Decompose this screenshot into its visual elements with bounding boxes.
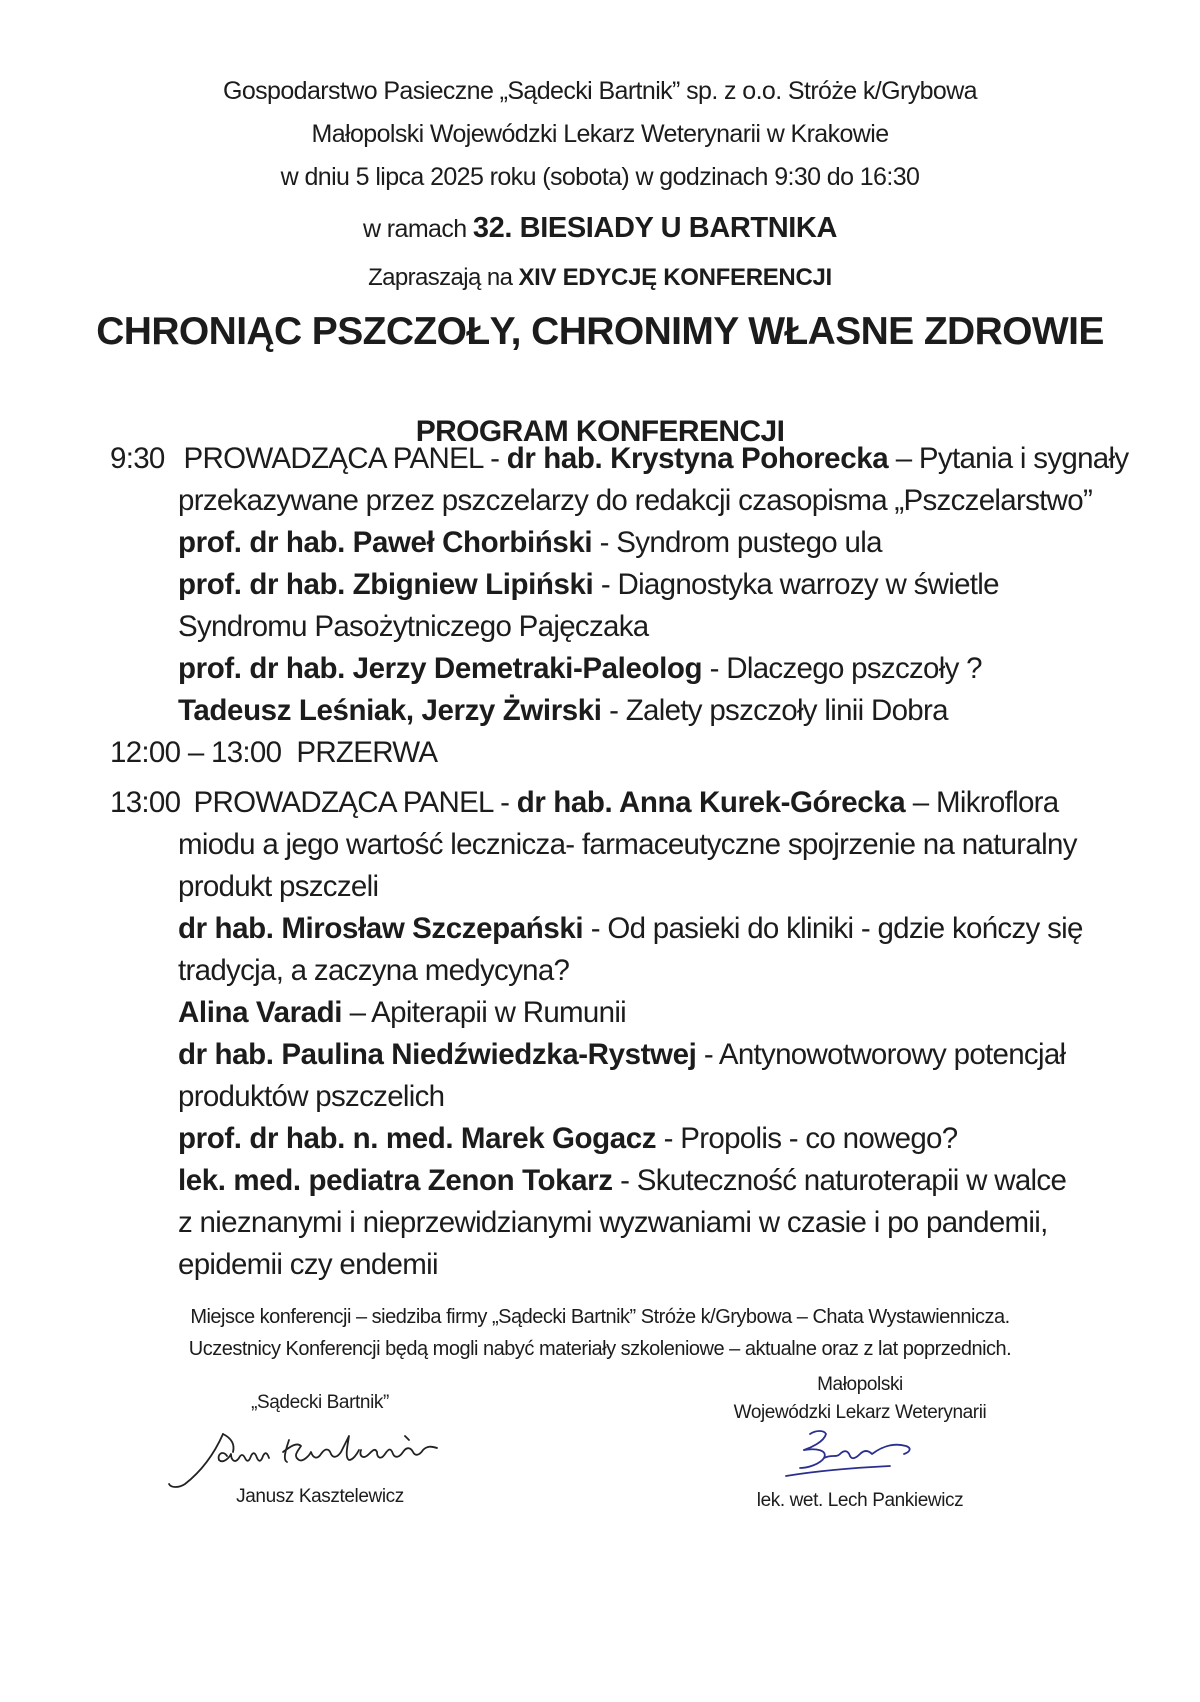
session2-chair-label: PROWADZĄCA PANEL - xyxy=(193,786,510,819)
session2-chair-row xyxy=(110,786,1058,820)
talk-speaker: dr hab. Paulina Niedźwiedzka-Rystwej xyxy=(178,1038,697,1071)
event-prefix: w ramach xyxy=(362,215,467,243)
break-row xyxy=(110,736,437,770)
talk-speaker: prof. dr hab. Paweł Chorbiński xyxy=(178,526,593,559)
left-signature-icon xyxy=(165,1418,455,1493)
invite-prefix: Zapraszają na xyxy=(368,264,513,291)
talk-topic: - Syndrom pustego ula xyxy=(599,526,882,559)
session1-time: 9:30 xyxy=(110,442,165,475)
talk-topic-cont: tradycja, a zaczyna medycyna? xyxy=(178,954,570,987)
talk-topic: - Diagnostyka warrozy w świetle xyxy=(600,568,999,601)
break-label: PRZERWA xyxy=(296,736,438,769)
talk-row xyxy=(178,1164,1066,1198)
session2-chair-topic-cont: produkt pszczeli xyxy=(178,870,379,903)
talk-row xyxy=(178,526,882,560)
talk-row xyxy=(178,568,999,602)
event-line xyxy=(0,212,1200,245)
talk-topic-cont: Syndromu Pasożytniczego Pajęczaka xyxy=(178,610,649,643)
talk-speaker: prof. dr hab. n. med. Marek Gogacz xyxy=(178,1122,657,1155)
talk-row xyxy=(178,996,626,1030)
break-time: 12:00 – 13:00 xyxy=(110,736,282,769)
session2-chair-name: dr hab. Anna Kurek-Górecka xyxy=(516,786,906,819)
talk-topic: - Zalety pszczoły linii Dobra xyxy=(609,694,948,727)
event-name: 32. BIESIADY U BARTNIKA xyxy=(472,212,838,244)
header-line-vet: Małopolski Wojewódzki Lekarz Weterynarii w Krakowie xyxy=(311,120,889,148)
talk-speaker: Alina Varadi xyxy=(178,996,343,1029)
talk-speaker: dr hab. Mirosław Szczepański xyxy=(178,912,584,945)
right-signatory-org-line1: Małopolski xyxy=(817,1374,903,1395)
talk-topic: - Antynowotworowy potencjał xyxy=(703,1038,1066,1071)
header-block xyxy=(0,70,1200,199)
footer-materials: Uczestnicy Konferencji będą mogli nabyć materiały szkoleniowe – aktualne oraz z lat poprzednich. xyxy=(188,1338,1012,1360)
right-signature-icon xyxy=(780,1428,920,1488)
right-signatory-org-line2: Wojewódzki Lekarz Weterynarii xyxy=(733,1402,987,1423)
session1-chair-row xyxy=(110,442,1128,476)
talk-speaker: Tadeusz Leśniak, Jerzy Żwirski xyxy=(178,694,602,727)
talk-topic: - Skuteczność naturoterapii w walce xyxy=(620,1164,1067,1197)
talk-topic-cont: z nieznanymi i nieprzewidzianymi wyzwaniami w czasie i po pandemii, xyxy=(178,1206,1048,1239)
talk-row xyxy=(178,694,948,728)
talk-speaker: lek. med. pediatra Zenon Tokarz xyxy=(178,1164,613,1197)
talk-row xyxy=(178,912,1083,946)
talk-topic: - Propolis - co nowego? xyxy=(663,1122,958,1155)
talk-topic-cont: produktów pszczelich xyxy=(178,1080,445,1113)
talk-topic: - Dlaczego pszczoły ? xyxy=(709,652,982,685)
footer-venue: Miejsce konferencji – siedziba firmy „Sądecki Bartnik” Stróże k/Grybowa – Chata Wystawiennicza. xyxy=(190,1306,1010,1328)
session1-chair-label: PROWADZĄCA PANEL - xyxy=(183,442,500,475)
talk-topic: – Apiterapii w Rumunii xyxy=(349,996,627,1029)
session2-chair-topic-cont: miodu a jego wartość lecznicza- farmaceutyczne spojrzenie na naturalny xyxy=(178,828,1077,861)
header-line-date: w dniu 5 lipca 2025 roku (sobota) w godzinach 9:30 do 16:30 xyxy=(280,163,920,191)
right-signatory-name: lek. wet. Lech Pankiewicz xyxy=(756,1490,964,1511)
session2-chair-topic: – Mikroflora xyxy=(912,786,1059,819)
talk-speaker: prof. dr hab. Zbigniew Lipiński xyxy=(178,568,594,601)
header-line-organizer: Gospodarstwo Pasieczne „Sądecki Bartnik” sp. z o.o. Stróże k/Grybowa xyxy=(223,77,977,105)
left-signatory-org: „Sądecki Bartnik” xyxy=(251,1392,389,1413)
conference-title: CHRONIĄC PSZCZOŁY, CHRONIMY WŁASNE ZDROWIE xyxy=(96,310,1104,353)
talk-topic-cont: epidemii czy endemii xyxy=(178,1248,438,1281)
session1-chair-topic-cont: przekazywane przez pszczelarzy do redakcji czasopisma „Pszczelarstwo” xyxy=(178,484,1093,517)
talk-row xyxy=(178,1122,957,1156)
left-signatory-name: Janusz Kasztelewicz xyxy=(236,1486,404,1507)
session1-chair-name: dr hab. Krystyna Pohorecka xyxy=(506,442,889,475)
invite-line xyxy=(0,264,1200,292)
talk-topic: - Od pasieki do kliniki - gdzie kończy się xyxy=(590,912,1083,945)
conference-edition: XIV EDYCJĘ KONFERENCJI xyxy=(518,264,832,291)
program-heading: PROGRAM KONFERENCJI xyxy=(415,415,785,448)
session2-time: 13:00 xyxy=(110,786,181,819)
talk-speaker: prof. dr hab. Jerzy Demetraki-Paleolog xyxy=(178,652,703,685)
talk-row xyxy=(178,1038,1065,1072)
session1-chair-topic: – Pytania i sygnały xyxy=(895,442,1129,475)
talk-row xyxy=(178,652,982,686)
